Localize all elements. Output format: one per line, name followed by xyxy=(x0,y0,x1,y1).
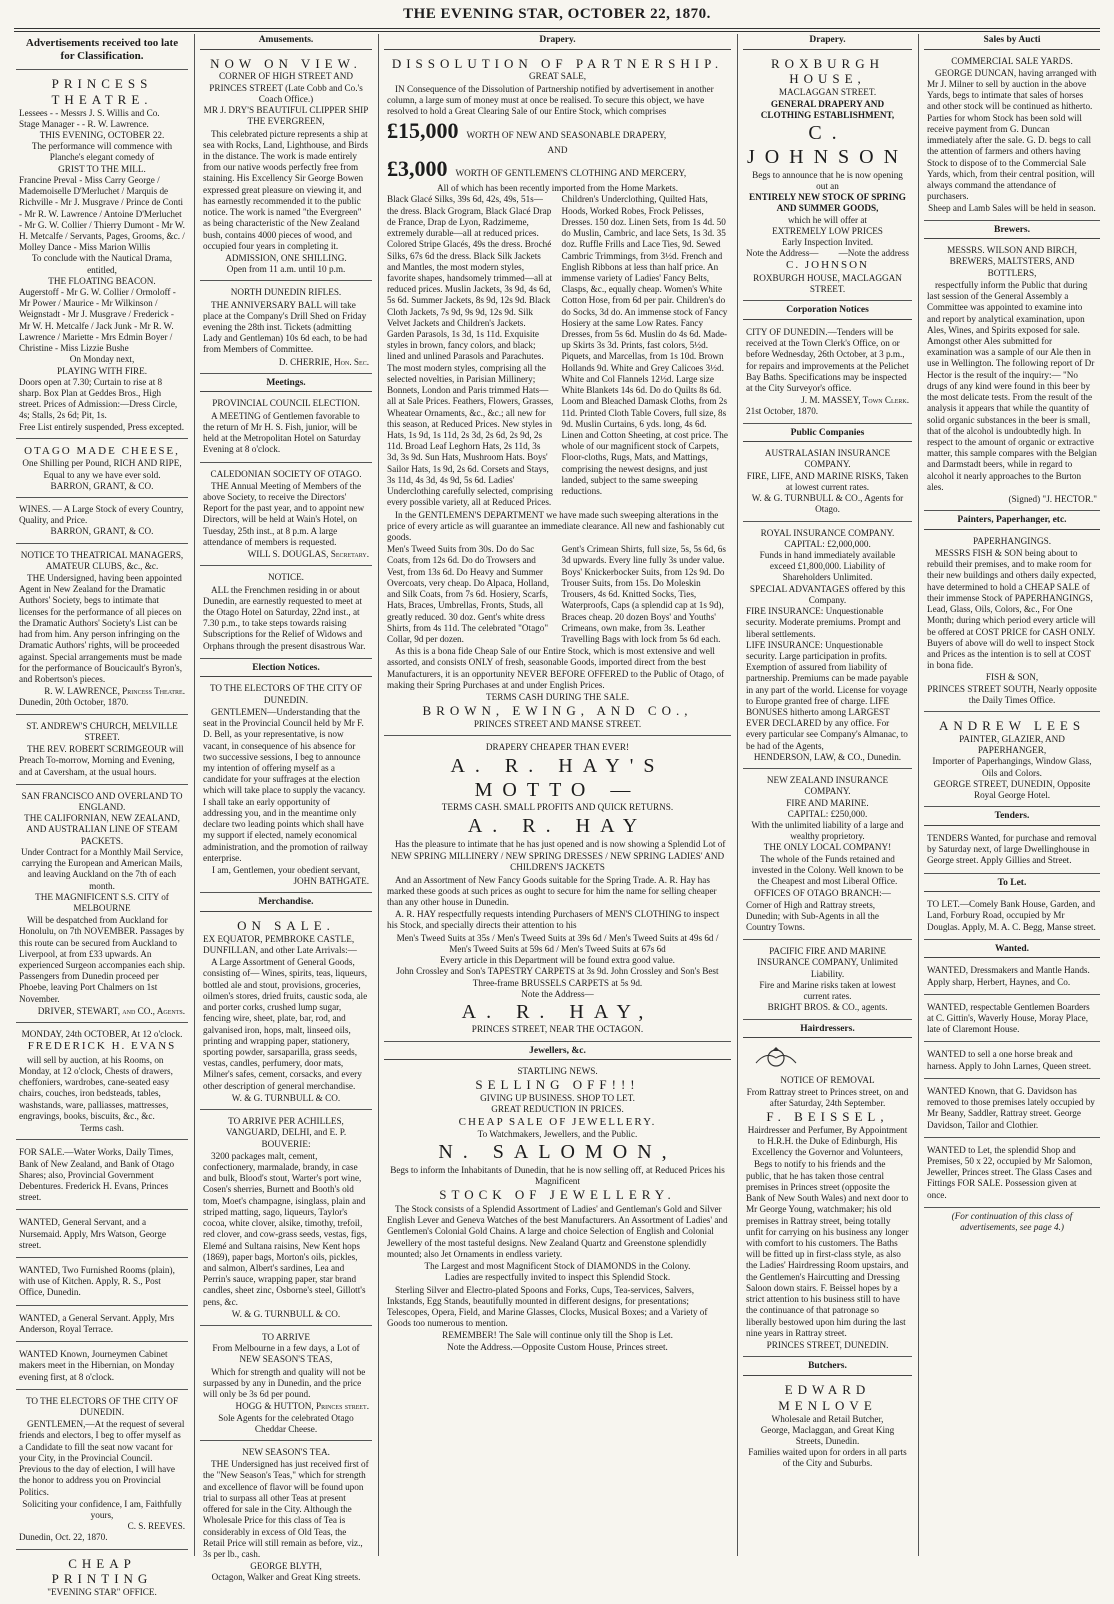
ad-text: This celebrated picture represents a ship at sea with Rocks, Land, Lighthouse, and Birds in the distance. The work is made entirely from our native woods perfectly free from staining. His Excellency Sir George Bowen expressed great pleasure on viewing it, and has earnestly recommended it to the public notice. The work is named "the Evergreen" as being characteristic of the New Zealand bush, contains 4000 pieces of wood, and occupied four years in completing it. xyxy=(203,128,369,251)
ad-title: ON SALE. xyxy=(237,917,335,933)
ad-text: Terms cash. xyxy=(80,1123,124,1134)
ad-text: TO LET.—Comely Bank House, Garden, and Land, Forbury Road, occupied by Mr Douglas. Apply, M. A. C. Begg, Manse street. xyxy=(927,899,1096,932)
ad-title: ROXBURGH HOUSE, xyxy=(771,55,884,87)
ad-menlove xyxy=(743,1379,912,1475)
ad-text: WANTED to Let, the splendid Shop and Premises, 50 x 22, occupied by Mr Salomon, Jeweller, Princes street. The Glass Cases and Fittings FOR SALE. Possession given at once. xyxy=(927,1144,1093,1200)
amount-text: WORTH OF NEW AND SEASONABLE DRAPERY, xyxy=(466,130,667,141)
ad-text: All of which has been recently imported from the Home Markets. xyxy=(436,183,679,194)
section-heading: To Let. xyxy=(924,877,1100,893)
ad-text: WINES. — A Large Stock of every Country, Quality, and Price. xyxy=(19,503,184,526)
ad-text: LIFE INSURANCE: Unquestionable security. Large participation in profits. Exemption of assured from liability of partnership. Premiums can be made payable in any part of the world. License for voyage to Europe granted free of charge. LIFE BONUSES hitherto among LARGEST EVER DECLARED by any office. For every particular see Company's Almanac, to be had of the Agents, xyxy=(746,639,909,751)
ad-title: NEW ZEALAND INSURANCE COMPANY. xyxy=(766,775,889,797)
ad-title: AUSTRALASIAN INSURANCE COMPANY. xyxy=(764,448,891,470)
section-heading: Drapery. xyxy=(743,34,912,50)
ad-text: THE MAGNIFICENT S.S. CITY of MELBOURNE xyxy=(35,891,169,913)
ad-wanted xyxy=(924,961,1100,994)
ad-text: On Monday next, xyxy=(69,354,135,365)
ad-text: Which for strength and quality will not be surpassed by any in Dunedin, and the price will only be 3s 6d per pound. xyxy=(203,1366,366,1400)
ad-signature: JOHN BATHGATE. xyxy=(293,876,369,887)
ad-text: GIVING UP BUSINESS. SHOP TO LET. xyxy=(480,1093,635,1104)
section-heading: Jewellers, &c. xyxy=(384,1045,731,1061)
ad-title: CHEAP PRINTING xyxy=(51,1555,153,1587)
ad-text: Ladies are respectfully invited to inspect this Splendid Stock. xyxy=(444,1272,671,1283)
ad-caledonian xyxy=(200,466,372,567)
ad-title: COMMERCIAL SALE YARDS. xyxy=(951,55,1073,66)
ad-text: Note the Address— xyxy=(521,988,594,999)
ad-text: Will be despatched from Auckland for Honolulu, on 7th NOVEMBER. Passages by this route can be secured from Auckland to Liverpool, at from £33 upwards. An experienced Surgeon accompanies each ship. Passengers from Dunedin proceed per Phoebe, leaving Port Chalmers on 1st November. xyxy=(19,915,185,1004)
ad-subtitle: MR J. DRY'S BEAUTIFUL CLIPPER SHIP THE EVERGREEN, xyxy=(203,105,369,127)
ad-text: GRIST TO THE MILL. xyxy=(58,163,146,174)
ad-subtitle: EX EQUATOR, PEMBROKE CASTLE, DUNFILLAN, and other Late Arrivals:— xyxy=(203,933,357,956)
ad-text: TERMS CASH DURING THE SALE. xyxy=(485,692,629,703)
masthead-rule xyxy=(14,28,1100,29)
ad-text: Has the pleasure to intimate that he has just opened and is now showing a Splendid Lot of xyxy=(395,838,726,849)
ad-signature: BARRON, GRANT, & CO. xyxy=(50,526,154,537)
ad-text: To Watchmakers, Jewellers, and the Public. xyxy=(477,1129,638,1140)
ad-title: NOTICE OF REMOVAL xyxy=(780,1075,875,1086)
ad-to-arrive xyxy=(200,1113,372,1326)
ad-wanted xyxy=(924,1045,1100,1078)
ad-text: IN Consequence of the Dissolution of Partnership notified by advertisement in another column, a large sum of money must at once be realised. To secure this object, we have resolved to hold a Great Clearing Sale of our Entire Stock, which comprises xyxy=(387,83,714,117)
ad-new-tea xyxy=(200,1444,372,1589)
ad-signature: BROWN, EWING, AND CO., xyxy=(422,703,693,719)
ad-text: CAPITAL: £2,000,000. xyxy=(784,538,871,549)
ad-tenders xyxy=(924,829,1100,874)
ad-on-sale xyxy=(200,915,372,1110)
ad-text: EXTREMELY LOW PRICES xyxy=(772,225,883,236)
ad-subtitle: GREAT SALE, xyxy=(529,71,586,82)
ad-text: WANTED Known, Journeymen Cabinet makers meet in the Hibernian, on Monday evening first, at 8 o'clock. xyxy=(19,1349,175,1382)
ad-signature: (Signed) "J. HECTOR." xyxy=(1008,494,1097,505)
ad-electors-bathgate xyxy=(200,680,372,893)
ad-text: GENTLEMEN—Understanding that the seat in the Provincial Council held by Mr F. D. Bell, as your representative, is now vacant, in consequence of his absence for two successive sessions, I beg to announce my intention of offering myself as a candidate for your suffrages at the election which will take place to supply the vacancy. I shall take an early opportunity of addressing you, and in the meantime only declare two leading points which shall have my support if elected, namely economical administration, and the promotion of railway enterprise. xyxy=(203,706,368,863)
ad-text: The whole of the Funds retained and invested in the Colony. Well known to be the Cheapest and most Liberal Office. xyxy=(751,853,904,887)
ad-signature: R. W. LAWRENCE, Princess Theatre. xyxy=(44,686,185,697)
ad-signature: BRIGHT BROS. & CO., agents. xyxy=(767,1002,888,1013)
ad-text: As this is a bona fide Cheap Sale of our Entire Stock, which is most extensive and well assorted, and consists ONLY of fresh, seasonable Goods, imported direct from the best Manufacturers, it is an opportunity NEVER BEFORE OFFERED to the Public of Otago, of making their Spring Purchases at and under English Prices. xyxy=(387,646,725,690)
section-heading: Wanted. xyxy=(924,943,1100,959)
ad-text: Under Contract for a Monthly Mail Service, carrying the European and American Mails, and leaving Auckland on the 7th of each month. xyxy=(20,846,183,891)
ad-text: THE Annual Meeting of Members of the above Society, to receive the Directors' Report for the past year, and to appoint new Directors, will be held at Wain's Hotel, on Tuesday, 25th inst., at 8 p.m. A large attendance of members is requested. xyxy=(203,480,365,547)
ad-wilson-birch xyxy=(924,242,1100,511)
ad-text: Soliciting your confidence, I am, Faithfully yours, xyxy=(22,1498,182,1520)
ad-signature: WILL S. DOUGLAS, Secretary. xyxy=(247,549,369,560)
ad-title: DISSOLUTION OF PARTNERSHIP. xyxy=(391,55,724,71)
section-heading: Corporation Notices xyxy=(743,304,912,320)
ad-ar-hay xyxy=(384,739,731,1041)
ad-text: ADMISSION, ONE SHILLING. xyxy=(225,252,347,263)
ad-subtitle: From Melbourne in a few days, a Lot of NEW SEASON'S TEAS, xyxy=(212,1343,360,1365)
ad-subtitle: THE CALIFORNIAN, NEW ZEALAND, AND AUSTRALIAN LINE OF STEAM PACKETS. xyxy=(24,813,180,846)
ad-text: Fire and Marine risks taken at lowest current rates. xyxy=(759,979,896,1002)
price-list-left: Black Glacé Silks, 39s 6d, 42s, 49s, 51s—the dress. Black Grogram, Black Glacé Drap de France, Drap de Lyon, Radzimeme, extremely durable—all at reduced prices. Colored Stripe Glacés, 49s the dress. Broché Silks, 67s 6d the dress. Black Silk Jackets and Mantles, the most modern styles, favorite shapes, handsomely trimmed—all at reduced prices. Muslin Jackets, 3s 9d, 4s 6d, 5s 6d. Summer Jackets, 8s 9d, 12s 9d. Black Cloth Jackets, 7s 9d, 9s 9d, 12s 9d. Silk Velvet Jackets and Children's Jackets. Garden Parasols, 1s 3d, 1s 11d. Exquisite styles in brown, fancy colors, and black; lined and unlined Parasols and Parachutes. The most modern styles, comprising all the selected novelties, in Parisian Millinery; Bonnets, London and Paris trimmed Hats—all at Sale Prices. Feathers, Flowers, Grasses, Wheatear Ornaments, &c., &c.; all new for this season, at Reduced Prices. New styles in Hats, 1s 9d, 1s 11d, 2s 3d, 2s 6d, 2s 9d, 2s 11d. Broad Leaf Leghorn Hats, 2s 11d, 3s 3d, 3s 9d. Sun Hats, Mushroom Hats. Boys' Sailor Hats, 1s 9d, 2s 6d. Corsets and Stays, 3s 11d, 4s 3d, 4s 9d, 5s 6d. Ladies' Underclothing carefully selected, comprising every possible variety, all at Reduced Prices. xyxy=(387,194,554,508)
ad-text: WANTED, Dressmakers and Mantle Hands. Apply sharp, Herbert, Haynes, and Co. xyxy=(927,965,1090,987)
ad-text: Doors open at 7.30; Curtain to rise at 8 sharp. Box Plan at Geddes Bros., High street. Prices of Admission:—Dress Circle, 4s; Stalls, 2s 6d; Pit, 1s. xyxy=(19,376,178,421)
section-heading: Painters, Paperhanger, etc. xyxy=(924,514,1100,530)
ad-cheese xyxy=(16,442,188,498)
ad-text: The performance will commence with Planche's elegant comedy of xyxy=(31,141,173,163)
ad-text: REMEMBER! The Sale will continue only till the Shop is Let. xyxy=(442,1330,673,1341)
ad-text: CITY OF DUNEDIN.—Tenders will be received at the Town Clerk's Office, on or before Wednesday, 26th October, at 3 p.m., for repairs and improvements at the Pelichet Bay Baths. Specifications may be inspected at the City Surveyor's office. xyxy=(746,326,909,393)
ad-text: Sheep and Lamb Sales will be held in season. xyxy=(928,203,1096,214)
section-heading: Merchandise. xyxy=(200,896,372,912)
ad-title: PRINCESS THEATRE. xyxy=(51,75,153,107)
ad-text: In the GENTLEMEN'S DEPARTMENT we have made such sweeping alterations in the price of every article as will guarantee an immediate clearance. All new and fashionably cut goods. xyxy=(387,509,725,542)
ad-signature: W. & G. TURNBULL & CO. xyxy=(231,1092,341,1103)
ad-notice-theatrical xyxy=(16,547,188,715)
column-divider xyxy=(194,34,195,1556)
ad-text: THE Undersigned, having been appointed Agent in New Zealand for the Dramatic Authors' Society, begs to intimate that licenses for the performance of all pieces on the Dramatic Authors' Society's List can be had from him. Any person infringing on the Dramatic Authors' rights, will be proceeded against. Special arrangements must be made for the performance of Boucicault's Byron's, and Robertson's pieces. xyxy=(19,573,183,684)
ad-text: Begs to notify to his friends and the public, that he has taken those central premises in Princes street (opposite the Bank of New South Wales) and next door to Mr George Young, watchmaker; his old premises in Rattray street, being totally unfit for carrying on his business any longer with comfort to his customers. The Baths will be fitted up in first-class style, as also the Ladies' Hairdressing Room upstairs, and the Gentlemen's Haircutting and Dressing Saloon down stairs. F. Beissel hopes by a strict attention to his business still to have the continuance of that patronage so liberally bestowed upon him during the last nine years in Rattray street. xyxy=(746,1159,909,1338)
ad-subtitle: SPECIAL ADVANTAGES offered by this Company. xyxy=(749,583,906,605)
ad-text: PRINCES STREET, NEAR THE OCTAGON. xyxy=(471,1024,644,1035)
ad-electors-reeves xyxy=(16,1393,188,1550)
ad-text: Every article in this Department will be found extra good value. xyxy=(440,955,675,966)
ad-date: Dunedin, 20th October, 1870. xyxy=(19,697,129,708)
ad-text: John Crossley and Son's TAPESTRY CARPETS at 3s 9d. John Crossley and Son's Best Three-frame BRUSSELS CARPETS at 5s 9d. xyxy=(396,966,719,988)
column-divider xyxy=(737,34,738,1556)
ad-text: From Rattray street to Princes street, on and after Saturday, 24th September. xyxy=(746,1086,909,1108)
ad-text: The Largest and most Magnificent Stock of DIAMONDS in the Colony. xyxy=(424,1261,691,1272)
ad-subtitle: ENTIRELY NEW STOCK OF SPRING AND SUMMER GOODS, xyxy=(749,192,906,214)
section-heading: Tenders. xyxy=(924,810,1100,826)
amount-line xyxy=(387,118,728,145)
ad-teas xyxy=(200,1329,372,1441)
ad-wanted xyxy=(16,1261,188,1306)
ad-church xyxy=(16,718,188,785)
ad-title: TO THE ELECTORS OF THE CITY OF DUNEDIN. xyxy=(209,683,363,705)
ad-text: The Stock consists of a Splendid Assortment of Ladies' and Gentleman's Gold and Silver English Lever and Geneva Watches of the best Manufacturers. An Assortment of Ladies' and Gentlemen's Colonial Gold Chains. A large and choice Selection of English and Colonial Jewellery of the most tasteful designs. New Zealand Quartz and Greenstone splendidly mounted; also Jet Ornaments in endless variety. xyxy=(387,1204,728,1259)
ad-signature: C. JOHNSON xyxy=(786,259,869,272)
ad-text: Hairdresser and Perfumer, By Appointment to H.R.H. the Duke of Edinburgh, His Excellency the Governor and Volunteers, xyxy=(747,1124,908,1158)
ad-text: Sole Agents for the celebrated Otago Cheddar Cheese. xyxy=(218,1412,354,1434)
ad-for-sale xyxy=(16,1143,188,1210)
ad-title: SAN FRANCISCO AND OVERLAND TO ENGLAND. xyxy=(21,790,183,812)
ad-text: George, Maclaggan, and Great King Streets, Dunedin. xyxy=(760,1424,895,1446)
ad-text: OFFICES OF OTAGO BRANCH:—Corner of High and Rattray streets, Dunedin; with Sub-Agents in all the Country Towns. xyxy=(746,888,891,932)
ad-signature: C. S. REEVES. xyxy=(127,1521,185,1532)
ad-wanted xyxy=(924,1141,1100,1208)
ad-text: CHEAP SALE OF JEWELLERY. xyxy=(458,1115,657,1128)
ad-subtitle: TERMS CASH. SMALL PROFITS AND QUICK RETURNS. xyxy=(441,802,674,813)
ad-dissolution xyxy=(384,53,731,737)
ad-text: Augerstoff - Mr G. W. Collier / Ormoloff - Mr Power / Maurice - Mr Wilkinson / Weignstadt - Mr J. Musgrave / Frederick - Mr W. H. Metcalfe / Jack Junk - Mr R. W. Lawrence / Mariette - Mrs Edmin Boyer / Christine - Miss Lizzie Bushe xyxy=(19,287,176,354)
price-list xyxy=(387,194,728,508)
price-list xyxy=(387,544,728,645)
ad-title: NORTH DUNEDIN RIFLES. xyxy=(230,287,342,298)
ad-text: Funds in hand immediately available exceed £1,800,000. Liability of Shareholders Unlimited. xyxy=(759,549,896,583)
ad-salomon xyxy=(384,1063,731,1358)
ad-date: MONDAY, 24th OCTOBER, At 12 o'clock. xyxy=(21,1029,183,1040)
ad-title: FREDERICK H. EVANS xyxy=(27,1040,177,1053)
ad-wanted xyxy=(16,1345,188,1390)
ad-text: —Note the address xyxy=(838,248,909,259)
ad-text: Begs to inform the Inhabitants of Dunedin, that he is now selling off, at Reduced Prices his Magnificent xyxy=(390,1164,725,1186)
section-heading: Butchers. xyxy=(743,1360,912,1376)
price-list-right: Children's Underclothing, Quilted Hats, Hoods, Worked Robes, Frock Pelisses, Dresses. 150 doz. Linen Sets, from 1s 4d. 50 do Muslin, Cambric, and lace Sets, 1s 3d. 35 doz. Ruffle Frills and Lace Ties, 9d. Sewed Cambric Trimmings, from 3½d. French and English Ribbons at less than half price. An immense variety of Ladies' Fancy Belts, Clasps, &c., equally cheap. Women's White Cotton Hose, from 6d per pair. Children's do do Socks, 3d do. An immense stock of Fancy Hosiery at the same Low Rates. Fancy Dresses, from 5s 6d. Muslin do 4s 6d. Made-up Skirts 3s 3d. Prints, fast colors, 5½d. Piquets, and Marcellas, from 1s 10d. Brown Hollands 9d. White and Grey Calicoes 3½d. White and Col Flannels 12½d. Large size White Blankets 14s 6d. Do do Quilts 8s 6d. Loom and Bleached Damask Cloths, from 2s 11d. Printed Cloth Table Covers, full size, 8s 9d. Muslin Curtains, 6 yds. long, 4s 6d. Linen and Cotton Sheeting, at cost price. The whole of our magnificent stock of Carpets, Floor-cloths, Rugs, Mats, and Mattings, comprising the newest designs, and just landed, subject to the same sweeping reductions. xyxy=(561,194,728,497)
ad-text: PRINCES STREET SOUTH, Nearly opposite the Daily Times Office. xyxy=(927,683,1097,705)
section-heading: Election Notices. xyxy=(200,662,372,678)
ad-text: GENTLEMEN,—At the request of several friends and electors, I beg to offer myself as a Candidate to fill the seat now vacant for your City, in the Provincial Council. Previous to the day of election, I will have the honor to address you on Provincial Politics. xyxy=(19,1419,185,1497)
ad-text: PLAYING WITH FIRE. xyxy=(56,365,148,376)
ad-wines xyxy=(16,501,188,544)
ad-text: To conclude with the Nautical Drama, entitled, xyxy=(31,253,173,275)
ad-text: Lessees - - Messrs J. S. Willis and Co. xyxy=(19,107,160,118)
ad-title-large: A. R. HAY'S MOTTO — xyxy=(450,754,665,801)
column-1 xyxy=(16,34,188,1598)
ad-text: 3200 packages malt, cement, confectionery, marmalade, brandy, in case and bulk, Blood's stout, Warter's port wine, Cosen's sherries, Burnett and Booth's old tom, Moet's champagne, isinglass, plain and striped matting, sago, liqueurs, Taylor's cocoa, white clover, alsike, timothy, trefoil, red clover, and cow-grass seeds, vestas, figs, Elemé and Sultana raisins, New Kent hops (1869), paper bags, Morton's oils, pickles, and salmon, Albert's sardines, Lea and Perrin's sauce, wrapping paper, star brand candles, sheet zinc, Osborne's steel, Gillott's pens, &c. xyxy=(203,1150,367,1307)
section-heading: Meetings. xyxy=(200,377,372,393)
ad-text: which he will offer at xyxy=(788,214,867,225)
ad-text: TENDERS Wanted, for purchase and removal by Saturday next, of large Dwellinghouse in George street. Apply Gillies and Street. xyxy=(927,832,1097,866)
ad-text: WANTED, respectable Gentlemen Boarders at C. Gittin's, Waverly House, Moray Place, late of Claremont House. xyxy=(927,1001,1090,1035)
ad-text: With the unlimited liability of a large and wealthy proprietory. xyxy=(751,820,904,842)
continuation-note: (For continuation of this class of advertisements, see page 4.) xyxy=(951,1210,1073,1233)
ad-text: MESSRS FISH & SON being about to rebuild their premises, and to make room for their new buildings and others daily expected, have determined to hold a CHEAP SALE of their immense Stock of PAPERHANGINGS, Lead, Glass, Oils, Colors, &c., For One Month; during which period every article will be offered at COST PRICE for CASH ONLY. Buyers of above will do well to inspect Stock and Prices as the intention is to sell at COST in bona fide. xyxy=(927,548,1097,671)
ad-text: Note the Address.—Opposite Custom House, Princes street. xyxy=(447,1341,668,1352)
ad-to-let xyxy=(924,895,1100,940)
amount: £3,000 xyxy=(387,156,448,182)
ad-text: Men's Tweed Suits at 35s / Men's Tweed Suits at 39s 6d / Men's Tweed Suits at 49s 6d / Men's Tweed Suits at 59s 6d / Men's Tweed Suits at 67s 6d xyxy=(396,932,719,954)
ad-title: PAPERHANGINGS. xyxy=(972,535,1052,546)
ad-title: NOTICE. xyxy=(268,572,304,583)
ad-signature: BARRON, GRANT, & CO. xyxy=(50,480,154,491)
ad-text: Wholesale and Retail Butcher, xyxy=(771,1413,884,1424)
ad-text: THIS EVENING, OCTOBER 22. xyxy=(39,129,165,140)
ad-text: CAPITAL: £250,000. xyxy=(787,808,868,819)
ad-text: FIRE, LIFE, AND MARINE RISKS, Taken at lowest current rates. xyxy=(746,470,909,492)
ad-text: PRINCES STREET AND MANSE STREET. xyxy=(473,719,642,730)
ad-title: NOW ON VIEW. xyxy=(210,55,362,71)
ad-title: STOCK OF JEWELLERY. xyxy=(439,1187,676,1203)
ad-title-large: A. R. HAY, xyxy=(461,1001,654,1023)
ad-wanted xyxy=(16,1213,188,1258)
ad-text: NEW SPRING MILLINERY / NEW SPRING DRESSES / NEW SPRING LADIES' AND CHILDREN'S JACKETS xyxy=(390,851,725,873)
ad-text: THE ONLY LOCAL COMPANY! xyxy=(763,842,892,853)
masthead: THE EVENING STAR, OCTOBER 22, 1870. xyxy=(403,6,711,22)
ad-text: THE FLOATING BEACON. xyxy=(48,275,156,286)
masthead-rule-2 xyxy=(14,31,1100,32)
ad-text: THE REV. ROBERT SCRIMGEOUR will Preach To-morrow, Morning and Evening, and at Caversham, at the usual hours. xyxy=(19,744,184,777)
ad-text: Begs to announce that he is now opening out an xyxy=(752,169,903,191)
ad-text: FOR SALE.—Water Works, Daily Times, Bank of New Zealand, and Bank of Otago Shares; also, Provincial Government Debentures. Frederick H. Evans, Princes street. xyxy=(19,1147,175,1203)
column-5 xyxy=(924,34,1100,1560)
amount: £15,000 xyxy=(387,118,459,144)
ad-text: Open from 11 a.m. until 10 p.m. xyxy=(226,264,346,275)
ad-title-large: C. JOHNSON xyxy=(746,121,909,169)
ad-text: THE ANNIVERSARY BALL will take place at the Company's Drill Shed on Friday evening the 28th inst. Tickets (admitting Lady and Gentleman) 10s 6d each, to be had from Members of Committee. xyxy=(203,299,368,355)
ad-title: ROYAL INSURANCE COMPANY. xyxy=(760,527,895,538)
column-2 xyxy=(200,34,372,1583)
ad-city-dunedin xyxy=(743,323,912,424)
ad-royal-insurance xyxy=(743,525,912,770)
ad-title: TO ARRIVE xyxy=(261,1332,311,1343)
ad-title: CALEDONIAN SOCIETY OF OTAGO. xyxy=(210,468,362,479)
ad-text: FIRE AND MARINE. xyxy=(786,797,869,808)
ad-signature: W. & G. TURNBULL & CO., Agents for Otago. xyxy=(751,493,904,515)
price-list-right: Gent's Crimean Shirts, full size, 5s, 5s 6d, 6s 3d upwards. Every line fully 3s under value. Boys' Knickerbocker Suits, from 12s 9d. Do Trouser Suits, from 15s. Do Moleskin Trousers, 4s 6d. Knitted Socks, Ties, Waterproofs, Caps (a splendid cap at 1s 9d), Braces cheap. 20 dozen Boys' and Youths' Crimeans, own make, from 3s. Leather Travelling Bags with lock from 5s 6d each. xyxy=(561,544,726,644)
ad-nz-insurance xyxy=(743,772,912,940)
ad-rifles xyxy=(200,284,372,374)
ad-roxburgh xyxy=(743,53,912,302)
column-3 xyxy=(384,34,731,1560)
section-heading: Brewers. xyxy=(924,224,1100,240)
ad-now-on-view xyxy=(200,53,372,282)
ad-title-large: N. SALOMON, xyxy=(438,1141,677,1164)
ad-title: EDWARD MENLOVE xyxy=(778,1381,877,1413)
section-heading: Drapery. xyxy=(384,34,731,50)
ad-signature: HENDERSON, LAW, & CO., Dunedin. xyxy=(753,751,902,762)
ad-sale-yards xyxy=(924,53,1100,221)
ad-signature: W. & G. TURNBULL & CO. xyxy=(231,1308,341,1319)
ad-text: ROXBURGH HOUSE, MACLAGGAN STREET. xyxy=(753,272,902,295)
ad-signature: FISH & SON, xyxy=(985,672,1039,683)
ad-title: MESSRS. WILSON AND BIRCH, BREWERS, MALTSTERS, AND BOTTLERS, xyxy=(947,245,1077,278)
ad-wanted xyxy=(924,1082,1100,1138)
ad-text: And an Assortment of New Fancy Goods suitable for the Spring Trade. A. R. Hay has marked these goods at such prices as ought to secure for him the name for selling cheaper than any other house in Dunedin. xyxy=(387,874,717,908)
ad-signature: J. M. MASSEY, Town Clerk. xyxy=(801,395,909,406)
ad-title: NOTICE TO THEATRICAL MANAGERS, AMATEUR CLUBS, &c., &c. xyxy=(20,549,184,571)
ad-text: WANTED to sell a one horse break and harness. Apply to John Larnes, Queen street. xyxy=(927,1049,1092,1071)
ad-title: F. BEISSEL, xyxy=(766,1108,889,1124)
ad-title: TO ARRIVE PER ACHILLES, VANGUARD, DELHI, and E. P. BOUVERIE: xyxy=(225,1116,347,1149)
column-4 xyxy=(743,34,912,1560)
ad-text: ALL the Frenchmen residing in or about Dunedin, are earnestly requested to meet at the Otago Hotel on Saturday, 22nd inst., at 7.30 p.m., to take steps towards raising Subscriptions for the Relief of Widows and Orphans through the present disastrous War. xyxy=(203,584,366,651)
ad-text: I am, Gentlemen, your obedient servant, xyxy=(212,864,360,875)
ad-text: GREAT REDUCTION IN PRICES. xyxy=(491,1104,624,1115)
ad-wanted xyxy=(924,998,1100,1043)
ad-text: A. R. HAY respectfully requests intending Purchasers of MEN'S CLOTHING to inspect his Stock, and specially directs their attention to his xyxy=(387,909,720,931)
ad-title: OTAGO MADE CHEESE, xyxy=(24,444,180,457)
ad-subtitle: PAINTER, GLAZIER, AND PAPERHANGER, xyxy=(959,733,1065,756)
ad-text: Sterling Silver and Electro-plated Spoons and Forks, Cups, Tea-services, Salvers, Inkstands, Egg Stands, beautifully mounted in different designs, for presentations; Telescopes, Opera, Field, and Marine Glasses, Clocks, Musical Boxes; and a Variety of Goods too numerous to mention. xyxy=(387,1284,708,1329)
ad-text: STARTLING NEWS. xyxy=(517,1066,598,1077)
ad-provincial xyxy=(200,395,372,462)
ad-text: Early Inspection Invited. xyxy=(781,237,874,248)
ad-text: Importer of Paperhangings, Window Glass, Oils and Colors. xyxy=(932,756,1092,778)
ad-title: TO THE ELECTORS OF THE CITY OF DUNEDIN. xyxy=(25,1395,179,1417)
section-heading: Public Companies xyxy=(743,427,912,443)
ad-title: NEW SEASON'S TEA. xyxy=(242,1447,330,1457)
ad-title: DRAPERY CHEAPER THAN EVER! xyxy=(485,742,630,753)
ad-text: One Shilling per Pound, RICH AND RIPE, Equal to any we have ever sold. xyxy=(22,458,182,480)
ad-text: Octagon, Walker and Great King streets. xyxy=(211,1572,361,1583)
ad-text: THE Undersigned has just received first of the "New Season's Teas," which for strength and excellence of flavor will be found upon trial to surpass all other Teas at present offered for sale in the City. Although the Wholesale Price for this class of Tea is considerably in excess of Old Teas, the Retail Price will still remain as before, viz., 3s per lb., cash. xyxy=(203,1459,369,1559)
ad-evans-auction xyxy=(16,1026,188,1140)
ad-text: respectfully inform the Public that during last session of the General Assembly a Committee was appointed to examine into and report by analytical examination, upon Ales, Wines, and Spirits exposed for sale. Amongst other Ales submitted for examination was a sample of our Ale then in use in Wellington. The following report of Dr Hector is the result of the inquiry:— "No drugs of any kind were found in this beer by the most delicate tests. From the result of the analysis it appears that while the quantity of solid organic substances in the beer is small, that of the alcohol is undoubtedly high. In respect to the amount of organic or extractive matter, this sample compares with the Belgian and Darmstadt beers, while in regard to alcohol it nearly approaches to the Burton ales. xyxy=(927,279,1097,492)
ad-note-row xyxy=(746,248,909,259)
ad-andrew-lees xyxy=(924,715,1100,807)
royal-crest-icon xyxy=(746,1047,806,1069)
column-divider xyxy=(918,34,919,1556)
ad-text: A MEETING of Gentlemen favorable to the return of Mr H. S. Fish, junior, will be held at the Metropolitan Hotel on Saturday Evening at 8 o'clock. xyxy=(203,410,361,455)
section-heading: Sales by Aucti xyxy=(924,34,1100,50)
ad-signature: GEORGE BLYTH, xyxy=(250,1561,322,1572)
amount-text: WORTH OF GENTLEMEN'S CLOTHING AND MERCERY, xyxy=(455,168,687,179)
ad-australasian xyxy=(743,445,912,521)
ad-text: PRINCES STREET, DUNEDIN. xyxy=(766,1339,889,1350)
ad-title: PROVINCIAL COUNCIL ELECTION. xyxy=(212,398,360,409)
price-list-left: Men's Tweed Suits from 30s. Do do Sac Coats, from 12s 6d. Do do Trowsers and Vest, from 13s 6d. Do Heavy and Summer Overcoats, very cheap. Do Alpaca, Holland, and Silk Coats, from 7s 6d. Hosiery, Scarfs, Hats, Braces, Umbrellas, Fronts, Studs, all greatly reduced. 30 doz. Gent's white dress Shirts, from 4s 11d. The celebrated "Otago" Collar, 9d per dozen. xyxy=(387,544,549,644)
ad-text: "EVENING STAR" OFFICE. xyxy=(47,1587,157,1598)
ad-signature: HOGG & HUTTON, Princes street. xyxy=(235,1401,369,1412)
ad-text: AND xyxy=(547,145,568,156)
ad-text: WANTED, a General Servant. Apply, Mrs Anderson, Royal Terrace. xyxy=(19,1312,175,1334)
ad-text: CORNER OF HIGH STREET AND PRINCES STREET (Late Cobb and Co.'s Coach Office.) xyxy=(209,71,363,104)
ad-text: GEORGE DUNCAN, having arranged with Mr J. Milner to sell by auction in the above Yards, begs to intimate that sales of horses and other stock will be continued as hitherto. Parties for whom Stock has been sold will receive payment from G. Duncan immediately after the sale. G. D. begs to call the attention of farmers and others having Stock to dispose of to the Commercial Sale Yards, which, from their central position, will always command the attendance of purchasers. xyxy=(927,67,1097,202)
ad-text: Free List entirely suspended, Press excepted. xyxy=(19,421,185,432)
ad-text: Francine Preval - Miss Carry George / Mademoiselle D'Merluchet / Marquis de Richville - Mr J. Musgrave / Prince de Conti - Mr R. W. Lawrence / Antoine D'Merluchet - Mr G. W. Collier / Thierry Dumont - Mr W. H. Metcalfe / Servants, Pages, Grooms, &c. / Molley Dance - Miss Marion Willis xyxy=(19,174,185,253)
ad-text: Stage Manager - - R. W. Lawrence. xyxy=(19,118,149,129)
ad-title: SELLING OFF!!! xyxy=(475,1077,640,1093)
ad-date: 21st October, 1870. xyxy=(746,406,819,417)
ad-princess-theatre xyxy=(16,73,188,439)
ad-beissel xyxy=(743,1041,912,1357)
ad-title: ST. ANDREW'S CHURCH, MELVILLE STREET. xyxy=(26,720,178,742)
ad-text: FIRE INSURANCE: Unquestionable security. Moderate premiums. Prompt and liberal settlements. xyxy=(746,606,901,639)
amount-line xyxy=(387,156,728,183)
ad-signature: DRIVER, STEWART, and CO., Agents. xyxy=(37,1005,185,1016)
ad-text: GEORGE STREET, DUNEDIN, Opposite Royal George Hotel. xyxy=(933,778,1091,801)
ad-text: will sell by auction, at his Rooms, on Monday, at 12 o'clock, Chests of drawers, cheffoniers, wardrobes, cane-seated easy chairs, couches, iron bedsteads, tables, washstands, ware, palliasses, mattresses, engravings, books, biscuits, &c., &c. xyxy=(19,1054,173,1121)
ad-cheap-printing xyxy=(16,1553,188,1604)
section-heading: Hairdressers. xyxy=(743,1023,912,1039)
ad-text: WANTED, General Servant, and a Nursemaid. Apply, Mrs Watson, George street. xyxy=(19,1217,167,1250)
ad-text: MACLAGGAN STREET. xyxy=(778,87,877,98)
ad-title: PACIFIC FIRE AND MARINE INSURANCE COMPANY, Unlimited Liability. xyxy=(757,946,898,979)
ad-title: ANDREW LEES xyxy=(938,718,1086,734)
ad-text: A Large Assortment of General Goods, consisting of— Wines, spirits, teas, liqueurs, bottled ale and stout, provisions, groceries, oilmen's stores, dried fruits, caustic soda, ale and porter corks, crushed lump sugar, fencing wire, sheet, plate, bar, rod, and galvanised iron, hops, malt, linseed oils, printing and wrapping paper, stationery, sporting powder, sarsaparilla, grass seeds, vestas, candles, perfumery, door mats, Milner's safes, cement, corsacks, and every other description of general merchandise. xyxy=(203,957,368,1091)
ad-title-large: A. R. HAY xyxy=(467,814,648,837)
ad-pacific xyxy=(743,943,912,1019)
ad-subtitle: GENERAL DRAPERY AND CLOTHING ESTABLISHMENT, xyxy=(760,98,895,120)
ad-signature: D. CHERRIE, Hon. Sec. xyxy=(278,356,369,367)
section-heading: Amusements. xyxy=(200,34,372,50)
ad-text: WANTED, Two Furnished Rooms (plain), with use of Kitchen. Apply, R. S., Post Office, Dunedin. xyxy=(19,1265,175,1298)
ad-wanted xyxy=(16,1309,188,1342)
ad-text: WANTED Known, that G. Davidson has removed to those premises lately occupied by Mr Beany, Saddler, Rattray street. George Davidson, Tailor and Clothier. xyxy=(927,1085,1095,1130)
ad-date: Dunedin, Oct. 22, 1870. xyxy=(19,1532,108,1543)
ad-notice-french xyxy=(200,569,372,659)
column-divider xyxy=(378,34,379,1556)
ad-fish-son xyxy=(924,533,1100,712)
classification-heading: Advertisements received too late for Classification. xyxy=(16,34,188,70)
ad-text: Note the Address— xyxy=(746,248,819,259)
ad-text: Families waited upon for orders in all parts of the City and Suburbs. xyxy=(748,1447,907,1469)
ad-san-francisco xyxy=(16,788,188,1023)
